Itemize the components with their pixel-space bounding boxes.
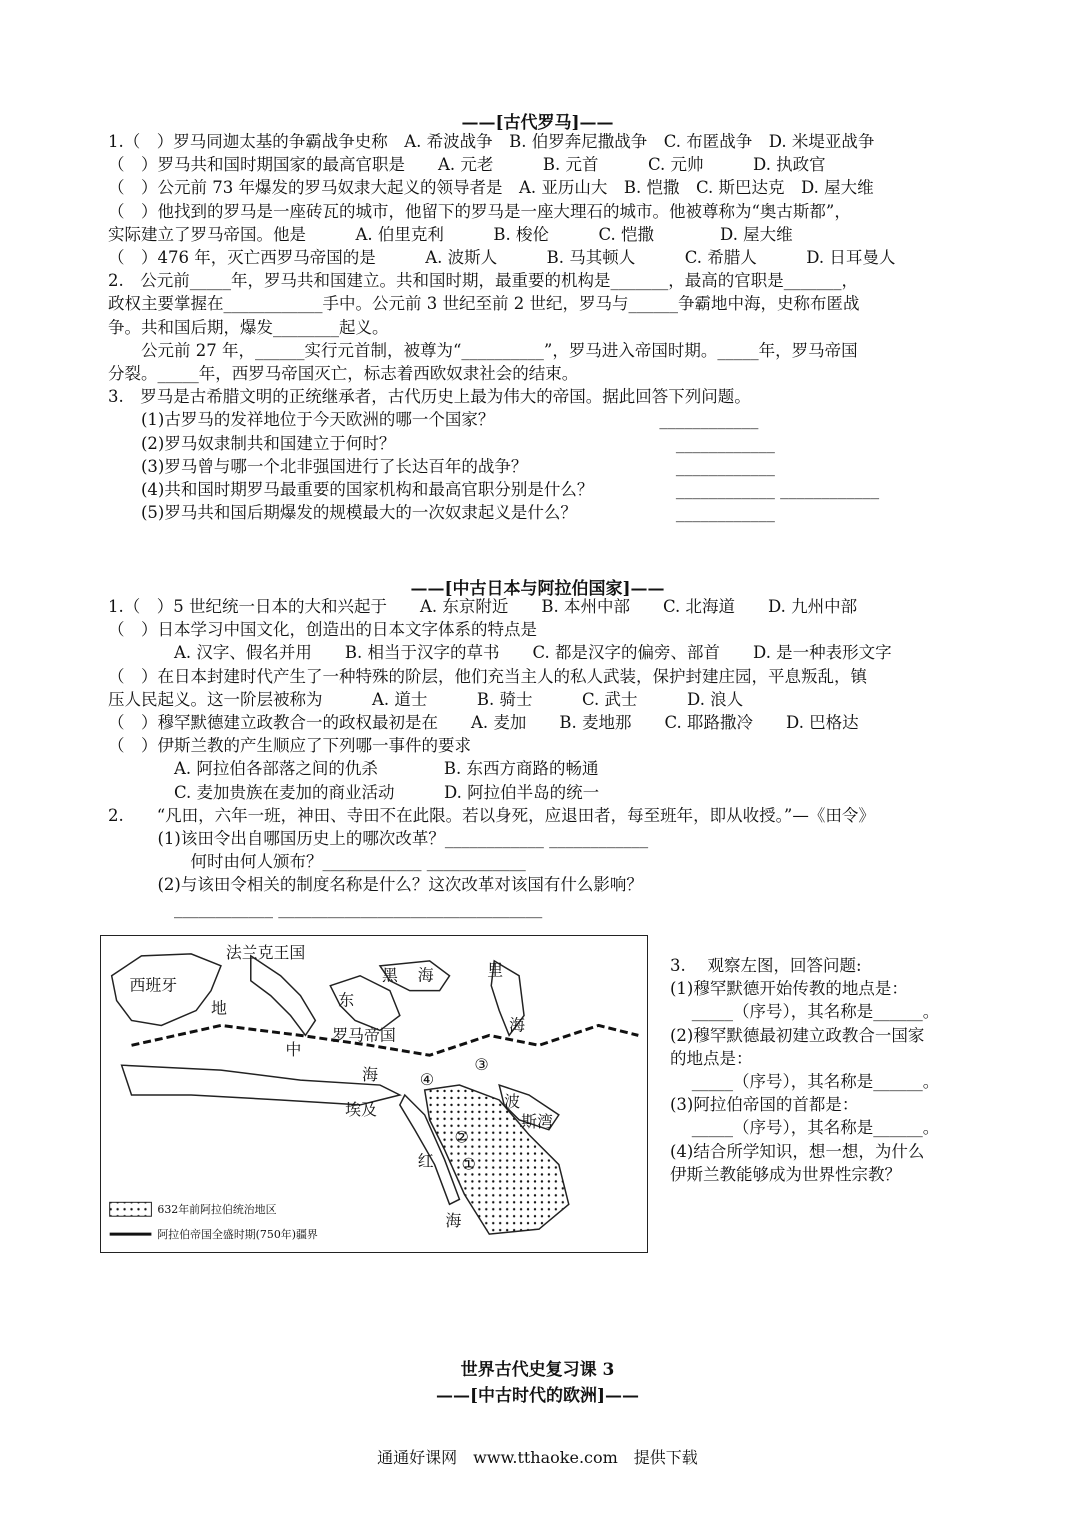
section-title-review3: 世界古代史复习课 3 [460,1360,615,1380]
label-dong: 东 [338,990,355,1010]
question-line: 3. 罗马是古希腊文明的正统继承者，古代历史上最为伟大的帝国。据此回答下列问题。 [108,387,751,407]
question-line: 压人民起义。这一阶层被称为 A. 道士 B. 骑士 C. 武士 D. 浪人 [108,689,744,709]
italy-shape [251,956,316,1035]
legend-dotted-swatch [110,1202,152,1216]
label-hai4: 海 [445,1211,462,1231]
section-title-rome: ——[古代罗马]—— [461,113,614,133]
question-line: _____（序号），其名称是______。 [670,1002,940,1022]
question-line: （ ）他找到的罗马是一座砖瓦的城市，他留下的罗马是一座大理石的城市。他被尊称为“奥古斯都”， [108,201,851,221]
question-line: (1)古罗马的发祥地位于今天欧洲的哪一个国家？ ____________ [108,410,759,430]
label-hai2: 海 [417,965,434,985]
question-line: 政权主要掌握在____________手中。公元前 3 世纪至前 2 世纪，罗马与______争霸地中海，史称布匿战 [108,294,860,314]
label-hong: 红 [417,1151,434,1171]
legend-border-text: 阿拉伯帝国全盛时期(750年)疆界 [157,1228,318,1242]
question-line: 1.（ ）罗马同迦太基的争霸战争史称 A. 希波战争 B. 伯罗奔尼撒战争 C. 布匿战争 D. 米堤亚战争 [108,132,875,151]
label-hai3: 海 [509,1015,526,1035]
label-di: 地 [211,998,227,1018]
label-hei: 黑 [381,965,398,985]
label-siwan: 斯湾 [521,1111,553,1131]
question-line: _____（序号），其名称是______。 [670,1072,940,1091]
question-line: (2)罗马奴隶制共和国建立于何时？ ____________ [108,433,775,453]
question-line: （ ）公元前 73 年爆发的罗马奴隶大起义的领导者是 A. 亚历山大 B. 恺撒 C. 斯巴达克 D. 屋大维 [108,178,874,198]
question-line: 伊斯兰教能够成为世界性宗教？ [670,1164,901,1184]
section-title-japan-arab: ——[中古日本与阿拉伯国家]—— [410,579,665,599]
footer-credit: 通通好课网 www.tthaoke.com 提供下载 [377,1448,698,1467]
question-line: 实际建立了罗马帝国。他是 A. 伯里克利 B. 梭伦 C. 恺撒 D. 屋大维 [108,224,793,244]
marker-4: ④ [419,1070,434,1090]
question-line: (5)罗马共和国后期爆发的规模最大的一次奴隶起义是什么？ ____________ [108,503,775,523]
question-line: (1)该田令出自哪国历史上的哪次改革？____________ ____________ [108,829,649,848]
question-line: (3)罗马曾与哪一个北非强国进行了长达百年的战争？ ____________ [108,456,775,476]
question-line: _____（序号），其名称是______。 [670,1118,940,1138]
label-bo: 波 [504,1091,521,1111]
marker-3: ③ [474,1055,489,1075]
question-line: (4)结合所学知识，想一想，为什么 [670,1141,925,1161]
question-line: 2. 公元前_____年，罗马共和国建立。共和国时期，最重要的机构是_______，最高的官职是_______， [108,271,858,291]
question-line: （ ）伊斯兰教的产生顺应了下列哪一事件的要求 [108,736,471,756]
label-spain: 西班牙 [129,975,178,995]
question-line: 3. 观察左图，回答问题: [670,956,862,975]
arab-empire-map [100,935,648,1253]
question-line: 公元前 27 年，______实行元首制，被尊为“__________”，罗马进入帝国时期。_____年，罗马帝国 [108,340,858,360]
question-line: (1)穆罕默德开始传教的地点是： [670,979,908,999]
label-frank: 法兰克王国 [225,942,306,962]
question-line: （ ）罗马共和国时期国家的最高官职是 A. 元老 B. 元首 C. 元帅 D. 执政官 [108,155,826,175]
marker-2: ② [454,1127,469,1147]
question-line: (2)与该田令相关的制度名称是什么？这次改革对该国有什么影响？ [108,875,643,895]
label-li: 里 [487,960,504,980]
question-line: 2. “凡田，六年一班，神田、寺田不在此限。若以身死，应退田者，每至班年，即从收授。”—《田令》 [108,805,875,825]
question-line: 何时由何人颁布？____________ ____________ [108,852,526,872]
label-zhong: 中 [285,1040,302,1060]
question-line: C. 麦加贵族在麦加的商业活动 D. 阿拉伯半岛的统一 [108,782,600,802]
question-line: (2)穆罕默德最初建立政教合一国家 [670,1025,925,1045]
question-line: 的地点是： [670,1048,753,1068]
section-subtitle-medieval-europe: ——[中古时代的欧洲]—— [435,1386,640,1406]
question-line: （ ）日本学习中国文化，创造出的日本文字体系的特点是 [108,620,537,640]
map-drawing [101,936,647,1252]
marker-1: ① [461,1154,476,1174]
question-line: （ ）476 年，灭亡西罗马帝国的是 A. 波斯人 B. 马其顿人 C. 希腊人 D. 日耳曼人 [108,248,896,267]
question-line: A. 汉字、假名并用 B. 相当于汉字的草书 C. 都是汉字的偏旁、部首 D. 是一种表形文字 [108,643,892,663]
question-line: 分裂。_____年，西罗马帝国灭亡，标志着西欧奴隶社会的结束。 [108,364,579,383]
question-line: A. 阿拉伯各部落之间的仇杀 B. 东西方商路的畅通 [108,759,599,779]
label-luoma: 罗马帝国 [332,1025,396,1045]
question-line: （ ）穆罕默德建立政教合一的政权最初是在 A. 麦加 B. 麦地那 C. 耶路撒冷 D. 巴格达 [108,713,859,732]
label-hai1: 海 [362,1065,378,1085]
question-line: 争。共和国后期，爆发________起义。 [108,317,389,337]
question-line: ____________ ________________________________ [108,898,543,918]
legend-dotted-text: 632年前阿拉伯统治地区 [157,1203,277,1217]
question-line: （ ）在日本封建时代产生了一种特殊的阶层，他们充当主人的私人武装，保护封建庄园，平息叛乱，镇 [108,666,867,686]
question-line: (4)共和国时期罗马最重要的国家机构和最高官职分别是什么？ ____________ ____________ [108,480,880,499]
label-aiji: 埃及 [345,1099,377,1119]
question-line: (3)阿拉伯帝国的首都是： [670,1095,859,1115]
question-line: 1.（ ）5 世纪统一日本的大和兴起于 A. 东京附近 B. 本州中部 C. 北海道 D. 九州中部 [108,597,858,616]
